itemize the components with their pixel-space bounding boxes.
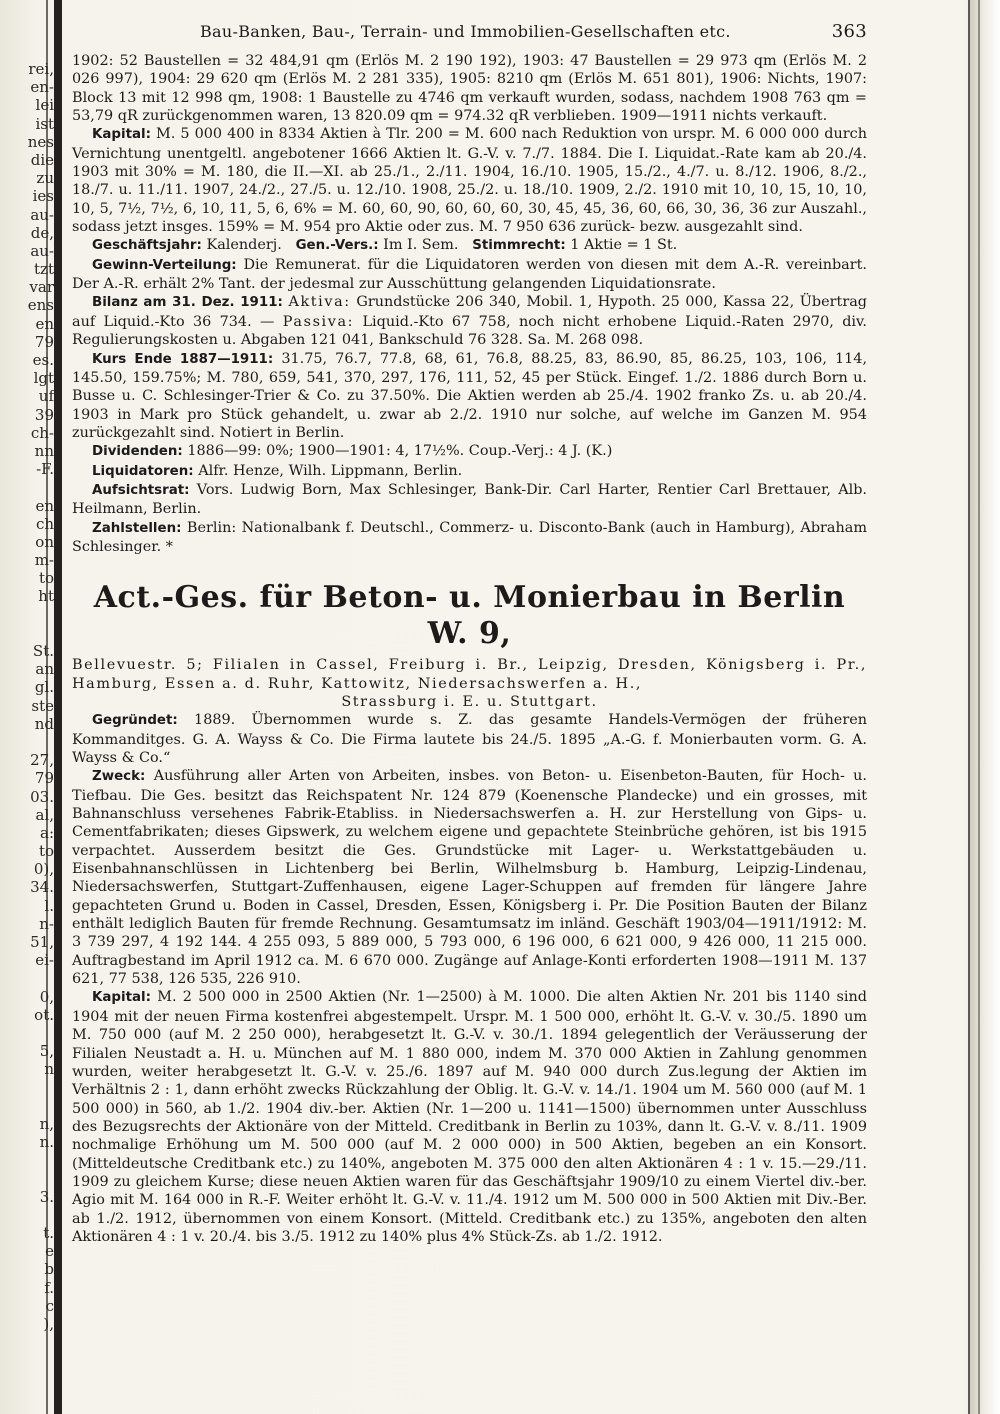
margin-fragment: n- <box>39 914 54 933</box>
margin-fragment: ), <box>43 1314 54 1333</box>
margin-fragment: 51, <box>30 933 54 951</box>
margin-fragment: 0, <box>39 987 54 1006</box>
margin-fragment: 03. <box>30 787 54 806</box>
dividends-paragraph <box>72 442 867 461</box>
voting-right-label: Stimmrecht: <box>472 238 566 254</box>
margin-fragment: en- <box>30 78 54 97</box>
company-address: Bellevuestr. 5; Filialen in Cassel, Freiburg i. Br., Leipzig, Dresden, Königsberg i. Pr., Hamburg, Essen a. d. Ruhr, Kattowitz, Niedersachswerfen a. H., <box>72 657 867 692</box>
margin-fragment <box>0 1151 54 1169</box>
margin-fragment: rei, <box>28 60 54 78</box>
founded-paragraph <box>72 711 867 767</box>
margin-fragment: nes <box>27 132 54 151</box>
margin-fragment: al, <box>35 805 54 824</box>
liquidators-paragraph <box>72 462 867 481</box>
margin-fragment: var <box>29 278 54 297</box>
margin-fragment: die <box>30 150 54 169</box>
margin-fragment: 27, <box>30 751 54 770</box>
balance-assets: Grundstücke 206 340, Mobil. 1, Hypoth. 25 000, Kassa 22, Übertrag auf Liquid.-Kto 36 734. — <box>72 294 867 330</box>
dividends-label: Dividenden: <box>92 444 183 460</box>
margin-fragment: au- <box>30 205 54 224</box>
margin-fragment: uf <box>38 387 54 406</box>
margin-fragment: 39 <box>34 405 54 424</box>
margin-fragment: es. <box>32 351 54 369</box>
margin-fragment: lgt <box>33 369 54 388</box>
voting-right-text: 1 Aktie = 1 St. <box>570 237 678 254</box>
running-header <box>72 18 867 52</box>
margin-fragment: ch- <box>30 423 54 442</box>
margin-fragment: c <box>45 1296 54 1315</box>
liquidators-text: Alfr. Henze, Wilh. Lippmann, Berlin. <box>198 462 463 479</box>
paying-agents-label: Zahlstellen: <box>92 520 182 536</box>
margin-fragment: b <box>44 1260 54 1279</box>
margin-fragment: 79 <box>34 332 54 351</box>
founded-text: 1889. Übernommen wurde s. Z. das gesamte Handels-Vermögen der früheren Kommanditges. G. A. Wayss & Co. Die Firma lautete bis 24./5. 1895 „A.-G. f. Monierbauten vorm. G. A. Wayss & Co.“ <box>72 712 867 766</box>
capital2-paragraph <box>72 988 867 1246</box>
capital-text: M. 5 000 400 in 8334 Aktien à Tlr. 200 = M. 600 nach Reduktion von urspr. M. 6 000 000 durch Vernichtung unentgeltl. angebotener 1666 Aktien lt. G.-V. v. 7./7. 1884. Die I. Liquidat.-Rate kam ab 20./4. 1903 mit 30% = M. 180, die II.—XI. ab 25./1., 2./11. 1904, 16./10. 1905, 15./2., 4./7. u. 8./12. 1906, 8./2., 18./7. u. 11./11. 1907, 24./2., 27./5. u. 12./10. 1908, 25./2. u. 18./10. 1909, 2./2. 1910 mit 10, 10, 15, 10, 10, 10, 5, 7½, 7½, 6, 10, 11, 5, 6, 6% = M. 60, 60, 90, 60, 60, 60, 30, 45, 45, 36, 60, 66, 30, 36, 36 zur Auszahl., sodass jetzt insges. 159% = M. 954 pro Aktie oder zus. M. 7 950 636 zurück- bezw. ausgezahlt sind. <box>72 126 867 236</box>
margin-fragment: e <box>45 1242 54 1261</box>
company-address-continued: Strassburg i. E. u. Stuttgart. <box>341 693 598 710</box>
margin-fragment: en <box>35 496 54 515</box>
margin-fragment: gl. <box>34 678 54 697</box>
paying-agents-paragraph <box>72 519 867 557</box>
margin-fragment: n <box>44 1060 54 1079</box>
margin-fragment <box>0 478 54 496</box>
profit-distribution-text: Die Remunerat. für die Liquidatoren werden von diesen mit dem A.-R. vereinbart. Der A.-R. erhält 2% Tant. der jedesmal zur Ausschüttung gelangenden Liquidationsrate. <box>72 256 867 293</box>
margin-fragment: ist <box>35 114 54 133</box>
margin-fragment: lei <box>35 96 54 115</box>
margin-fragment: tzt <box>34 260 54 279</box>
dividends-text: 1886—99: 0%; 1900—1901: 4, 17½%. Coup.-Verj.: 4 J. (K.) <box>187 443 613 460</box>
founded-label: Gegründet: <box>92 713 178 729</box>
margin-fragment: ens <box>27 296 54 315</box>
profit-distribution-paragraph <box>72 256 867 294</box>
margin-fragment: f. <box>44 1278 54 1297</box>
fiscal-year-text: Kalenderj. <box>206 237 282 254</box>
previous-page-text-fragments <box>0 60 54 1333</box>
assets-word: Aktiva: <box>288 294 351 311</box>
page-body <box>72 18 867 1246</box>
general-meeting-label: Gen.-Vers.: <box>295 238 379 254</box>
margin-fragment: ch <box>35 514 54 533</box>
margin-fragment: 0), <box>33 860 54 879</box>
liabilities-word: Passiva: <box>282 313 355 330</box>
purpose-paragraph <box>72 767 867 988</box>
margin-fragment: ste <box>31 696 54 715</box>
running-header-title: Bau-Banken, Bau-, Terrain- und Immobilien-Gesellschaften etc. <box>200 22 731 41</box>
margin-fragment: n, <box>39 1114 54 1133</box>
purpose-text: Ausführung aller Arten von Arbeiten, insbes. von Beton- u. Eisenbeton-Bauten, für Hoch- u. Tiefbau. Die Ges. besitzt das Reichspatent Nr. 124 879 (Koenensche Plandecke) und ein grosses, mit Bahnanschluss versehenes Fabrik-Etabliss. in Niedersachswerfen a. H. zur Herstellung von Gips- u. Cementfabrikaten; dieses Gipswerk, zu welchem eigene und gepachtete Steinbrüche gehören, ist bis 1915 verpachtet. Ausserdem besitzt die Ges. Grundstücke mit Lager- u. Werkstattgebäuden u. Eisenbahnanschlüssen in Lichtenberg bei Berlin, Wilhelmsburg b. Hamburg, Leipzig-Lindenau, Niedersachswerfen, Stuttgart-Zuffenhausen, eigene Lager-Schuppen auf fremden für längere Jahre gepachteten Grund u. Boden in Cassel, Dresden, Essen, Königsberg i. Pr. Die Position Bauten der Bilanz enthält lediglich Bauten für fremde Rechnung. Gesamtumsatz im inländ. Geschäft 1903/04—1911/1912: M. 3 739 297, 4 192 144. 4 255 093, 5 889 000, 5 793 000, 6 196 000, 6 621 000, 9 426 000, 11 215 000. Auftragbestand im April 1912 ca. M. 6 670 000. Zugänge auf Anlage-Konti erforderten 1908—1911 M. 137 621, 77 538, 126 535, 226 910. <box>72 768 868 988</box>
margin-fragment: ei- <box>35 951 54 970</box>
purpose-label: Zweck: <box>92 769 146 785</box>
entry-beton-monierbau <box>72 580 867 1246</box>
margin-fragment: nd <box>34 714 54 733</box>
margin-fragment: a: <box>40 823 54 842</box>
margin-fragment <box>0 1169 54 1187</box>
capital-paragraph <box>72 125 867 236</box>
margin-fragment <box>0 606 54 624</box>
next-page-edge <box>968 0 1000 1414</box>
balance-label: Bilanz am 31. Dez. 1911: <box>92 295 283 311</box>
page-number: 363 <box>831 21 867 42</box>
margin-fragment <box>0 1079 54 1097</box>
margin-fragment: ht <box>38 587 54 606</box>
margin-fragment: ot. <box>34 1005 54 1024</box>
balance-paragraph <box>72 293 867 349</box>
balance-liabilities: Liquid.-Kto 67 758, noch nicht erhobene Liquid.-Raten 2970, div. Regulierungskosten u. Abgaben 121 041, Bankschuld 76 328. Sa. M. 268 098. <box>72 313 868 349</box>
general-meeting-text: Im I. Sem. <box>383 237 459 254</box>
sales-paragraph: 1902: 52 Baustellen = 32 484,91 qm (Erlös M. 2 190 192), 1903: 47 Baustellen = 29 973 qm (Erlös M. 2 026 997), 1904: 29 620 qm (Erlös M. 2 281 335), 1905: 8210 qm (Erlös M. 651 801), 1906: Nichts, 1907: Block 13 mit 12 998 qm, 1908: 1 Baustelle zu 4746 qm verkauft wurden, sodass, nachdem 1908 763 qm = 53,79 qR zurückgenommen waren, 13 820.09 qm = 974.32 qR verblieben. 1909—1911 nichts verkauft. <box>72 53 867 125</box>
margin-fragment: to <box>38 842 54 861</box>
margin-fragment: n. <box>39 1133 54 1152</box>
margin-fragment <box>0 1206 54 1224</box>
margin-fragment <box>0 1024 54 1042</box>
fiscal-year-label: Geschäftsjahr: <box>92 238 202 254</box>
price-paragraph <box>72 350 867 443</box>
margin-fragment <box>0 733 54 751</box>
margin-fragment: t. <box>43 1224 54 1242</box>
entry-previous-company <box>72 52 867 556</box>
margin-fragment: nn <box>34 441 54 460</box>
margin-fragment <box>0 1097 54 1115</box>
margin-fragment: de, <box>30 223 54 242</box>
margin-fragment: -F. <box>36 460 54 479</box>
margin-fragment: l. <box>44 896 54 915</box>
price-text: 31.75, 76.7, 77.8, 68, 61, 76.8, 88.25, 83, 86.90, 85, 86.25, 103, 106, 114, 145.50, 159.75%; M. 780, 659, 541, 370, 297, 176, 111, 52, 45 per Stück. Eingef. 1./2. 1886 durch Born u. Busse u. C. Schlesinger-Trier & Co. zu 37.50%. Die Aktien werden ab 25./4. 1902 franko Zs. u. ab 20./4. 1903 in Mark pro Stück gehandelt, u. zwar ab 2./2. 1910 nur solche, auf welche im Ganzen M. 954 zurückgezahlt sind. Notiert in Berlin. <box>72 350 868 441</box>
margin-fragment: on <box>35 532 54 551</box>
paying-agents-text: Berlin: Nationalbank f. Deutschl., Commerz- u. Disconto-Bank (auch in Hamburg), Abraham Schlesinger. * <box>72 519 867 555</box>
price-label: Kurs Ende 1887—1911: <box>92 351 274 367</box>
supervisory-board-paragraph <box>72 481 867 519</box>
margin-fragment: m- <box>34 551 54 570</box>
margin-fragment: to <box>38 569 54 588</box>
company-title: Act.-Ges. für Beton- u. Monierbau in Berlin W. 9, <box>93 580 846 652</box>
supervisory-board-text: Vors. Ludwig Born, Max Schlesinger, Bank-Dir. Carl Harter, Rentier Carl Brettauer, Alb. Heilmann, Berlin. <box>72 481 867 518</box>
capital-label: Kapital: <box>92 127 151 143</box>
margin-fragment: 79 <box>34 769 54 788</box>
margin-fragment: ies <box>32 187 54 206</box>
margin-fragment: 34. <box>30 878 54 897</box>
margin-fragment <box>0 624 54 642</box>
margin-fragment: 3. <box>39 1187 54 1206</box>
fiscal-paragraph <box>72 236 867 255</box>
margin-fragment: an <box>35 660 54 679</box>
profit-distribution-label: Gewinn-Verteilung: <box>92 257 237 273</box>
capital2-text: M. 2 500 000 in 2500 Aktien (Nr. 1—2500) à M. 1000. Die alten Aktien Nr. 201 bis 1140 sind 1904 mit der neuen Firma kostenfrei abgestempelt. Urspr. M. 1 500 000, erhöht lt. G.-V. v. 30./5. 1890 um M. 750 000 (auf M. 2 250 000), herabgesetzt lt. G.-V. v. 30./1. 1894 gelegentlich der Veräusserung der Filialen Neustadt a. H. u. München auf M. 1 880 000, indem M. 370 000 Aktien in Zahlung genommen wurden, weiter herabgesetzt lt. G.-V. v. 25./6. 1897 auf M. 940 000 durch Zus.legung der Aktien im Verhältnis 2 : 1, dann erhöht zwecks Rückzahlung der Oblig. lt. G.-V. v. 14./1. 1904 um M. 560 000 (auf M. 1 500 000) in 560, ab 1./2. 1904 div.-ber. Aktien (Nr. 1—200 u. 1141—1500) übernommen unter Ausschluss des Bezugsrechts der Aktionäre von der Mitteld. Creditbank in Berlin zu 103%, dann lt. G.-V. v. 8./11. 1909 nochmalige Erhöhung um M. 500 000 (auf M. 2 000 000) in 500 Aktien, begeben an ein Konsort. (Mitteldeutsche Creditbank etc.) zu 140%, angeboten M. 375 000 den alten Aktionären 4 : 1 v. 15.—29./11. 1909 zu gleichem Kurse; diese neuen Aktien waren für das Geschäftsjahr 1909/10 zu einem Viertel div.-ber. Agio mit M. 164 000 in R.-F. Weiter erhöht lt. G.-V. v. 11./4. 1912 um M. 500 000 in 500 Aktien mit Div.-Ber. ab 1./2. 1912, übernommen von einem Konsort. (Mitteld. Creditbank etc.) zu 135%, angeboten den alten Aktionären 4 : 1 v. 20./4. bis 3./5. 1912 zu 140% plus 4% Stück-Zs. ab 1./2. 1912. <box>72 989 867 1245</box>
margin-fragment <box>0 969 54 987</box>
margin-fragment: St. <box>32 642 54 660</box>
margin-fragment: en <box>35 314 54 333</box>
binding-gutter <box>54 0 62 1414</box>
liquidators-label: Liquidatoren: <box>92 463 194 479</box>
margin-fragment: au- <box>30 241 54 260</box>
supervisory-board-label: Aufsichtsrat: <box>92 482 190 498</box>
capital2-label: Kapital: <box>92 990 151 1006</box>
margin-fragment: zu <box>36 169 54 188</box>
margin-fragment: 5, <box>39 1042 54 1061</box>
